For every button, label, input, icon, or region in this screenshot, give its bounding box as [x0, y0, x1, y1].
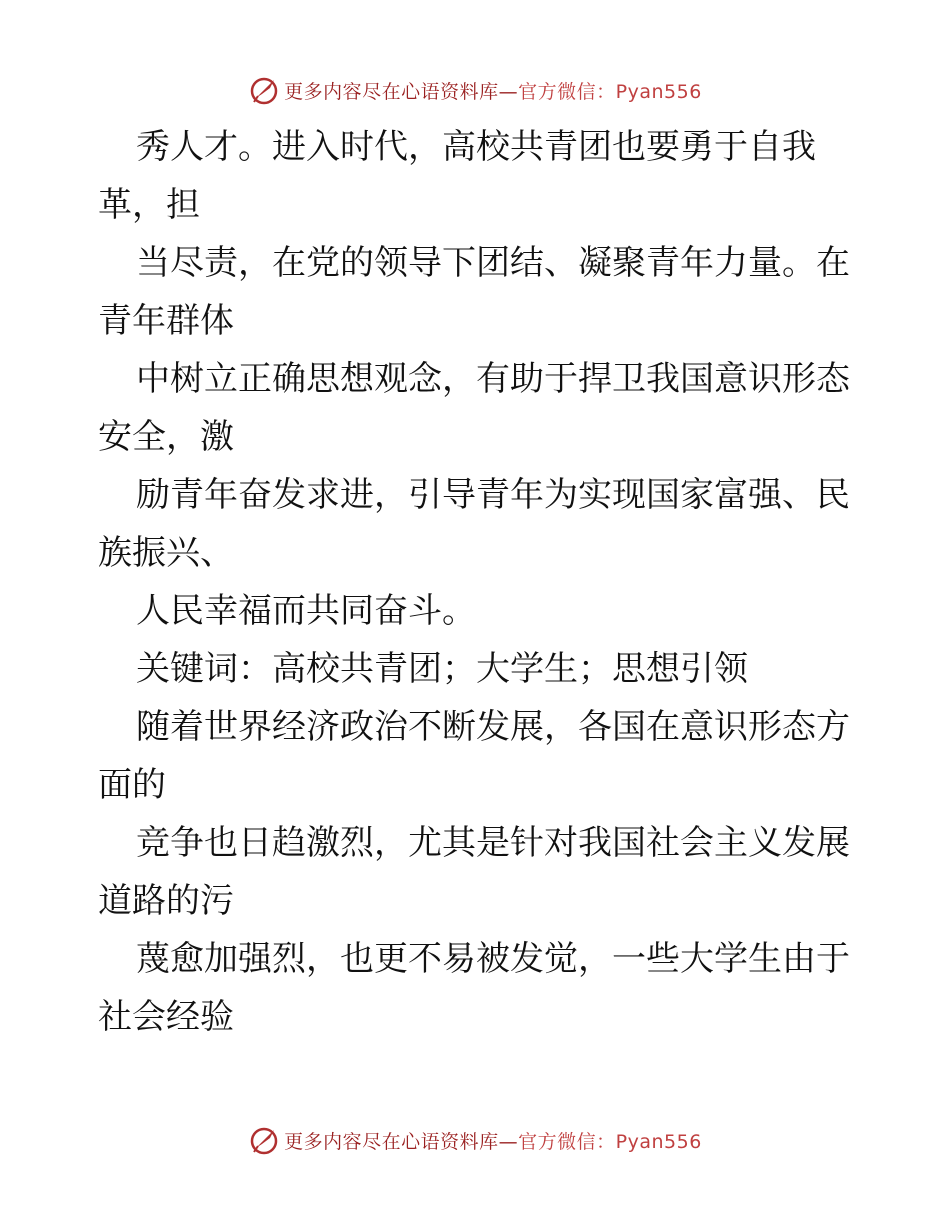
text-line: 安全，激 [98, 417, 234, 457]
text-line: 蔑愈加强烈，也更不易被发觉，一些大学生由于 [136, 939, 850, 979]
banner-text-accent: 官方微信：Pyan556 [518, 1130, 702, 1153]
text-line: 中树立正确思想观念，有助于捍卫我国意识形态 [136, 359, 850, 399]
banner-text-main: 更多内容尽在心语资料库— [284, 1130, 519, 1153]
banner-text [284, 1127, 702, 1154]
text-line: 面的 [98, 765, 166, 805]
text-line: 随着世界经济政治不断发展，各国在意识形态方 [136, 707, 850, 747]
document-body [98, 118, 858, 1046]
text-line: 关键词：高校共青团；大学生；思想引领 [136, 649, 748, 689]
text-line: 励青年奋发求进，引导青年为实现国家富强、民 [136, 475, 850, 515]
footer-banner [0, 1120, 950, 1160]
quill-logo-icon [248, 1124, 280, 1156]
text-line: 青年群体 [98, 301, 234, 341]
text-line: 族振兴、 [98, 533, 234, 573]
text-line: 竞争也日趋激烈，尤其是针对我国社会主义发展 [136, 823, 850, 863]
text-line: 人民幸福而共同奋斗。 [136, 591, 476, 631]
header-banner [0, 70, 950, 110]
banner-text-main: 更多内容尽在心语资料库— [284, 80, 519, 103]
text-line: 秀人才。进入时代，高校共青团也要勇于自我 [136, 127, 816, 167]
text-line: 社会经验 [98, 997, 234, 1037]
banner-text [284, 77, 702, 104]
text-line: 革，担 [98, 185, 200, 225]
quill-logo-icon [248, 74, 280, 106]
text-line: 当尽责，在党的领导下团结、凝聚青年力量。在 [136, 243, 850, 283]
banner-text-accent: 官方微信：Pyan556 [518, 80, 702, 103]
text-line: 道路的污 [98, 881, 234, 921]
